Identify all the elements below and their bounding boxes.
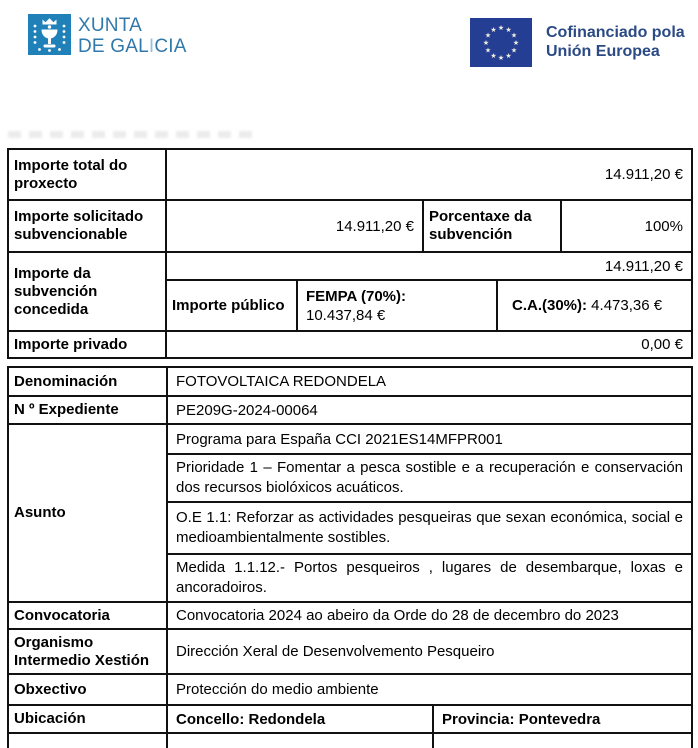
svg-text:★: ★ — [510, 46, 518, 55]
amounts-table — [7, 148, 693, 359]
eu-text-line1: Cofinanciado pola — [546, 24, 685, 41]
importe-solicitado-label: Importe solicitado subvencionable — [8, 200, 166, 252]
cutoff-cell — [8, 733, 167, 748]
xunta-de-galicia-logo — [28, 14, 187, 57]
table-row — [8, 705, 692, 733]
table-row — [8, 149, 692, 200]
table-row — [8, 200, 692, 252]
svg-text:★: ★ — [482, 39, 490, 47]
xunta-logo-line1: XUNTA — [78, 15, 142, 36]
convocatoria-value: Convocatoria 2024 ao abeiro da Orde do 28 de decembro do 2023 — [167, 602, 692, 629]
cutoff-cell — [167, 733, 433, 748]
table-row — [8, 252, 692, 280]
importe-publico-label: Importe público — [166, 280, 297, 331]
table-row — [8, 396, 692, 424]
table-row — [8, 674, 692, 705]
xunta-crest-icon — [28, 14, 71, 55]
ca-value: 4.473,36 € — [587, 297, 663, 314]
svg-text:★: ★ — [510, 31, 518, 40]
svg-text:★: ★ — [484, 46, 492, 55]
obxectivo-label: Obxectivo — [8, 674, 167, 705]
organismo-label: Organismo Intermedio Xestión — [8, 629, 167, 674]
table-row-cutoff — [8, 733, 692, 748]
svg-text:★: ★ — [505, 52, 512, 60]
porcentaxe-value: 100% — [561, 200, 692, 252]
obxectivo-value: Protección do medio ambiente — [167, 674, 692, 705]
importe-privado-value: 0,00 € — [166, 331, 692, 358]
importe-concedida-value: 14.911,20 € — [166, 252, 692, 280]
eu-cofinancing-logo — [470, 18, 685, 67]
expediente-value: PE209G-2024-00064 — [167, 396, 692, 424]
importe-total-label: Importe total do proxecto — [8, 149, 166, 200]
table-row — [8, 602, 692, 629]
fempa-cell — [297, 280, 497, 331]
fempa-label: FEMPA (70%): — [306, 287, 407, 305]
organismo-value: Dirección Xeral de Desenvolvemento Pesqueiro — [167, 629, 692, 674]
svg-text:★: ★ — [484, 31, 492, 40]
cutoff-cell — [433, 733, 692, 748]
eu-cofinancing-text — [546, 18, 685, 61]
asunto-medida: Medida 1.1.12.- Portos pesqueiros , lugares de desembarque, loxas e ancoradoiros. — [167, 554, 692, 602]
asunto-programa: Programa para España CCI 2021ES14MFPR001 — [167, 424, 692, 454]
ubicacion-concello: Concello: Redondela — [167, 705, 433, 733]
ca-label: C.A.(30%): — [512, 297, 588, 314]
project-details-table — [7, 366, 693, 748]
fempa-value: 10.437,84 € — [306, 306, 386, 324]
importe-concedida-label: Importe da subvención concedida — [8, 252, 166, 331]
importe-total-value: 14.911,20 € — [166, 149, 692, 200]
convocatoria-label: Convocatoria — [8, 602, 167, 629]
asunto-prioridade: Prioridade 1 – Fomentar a pesca sostible e a recuperación e conservación dos recursos biolóxicos acuáticos. — [167, 454, 692, 502]
svg-text:★: ★ — [490, 52, 497, 60]
svg-text:★: ★ — [490, 26, 497, 34]
table-row — [8, 367, 692, 396]
denominacion-label: Denominación — [8, 367, 167, 396]
eu-flag-icon — [470, 18, 532, 67]
asunto-obxectivo-especifico: O.E 1.1: Reforzar as actividades pesqueiras que sexan económica, social e medioambientalmente sostibles. — [167, 502, 692, 554]
svg-text:★: ★ — [497, 54, 505, 62]
xunta-logo-text — [78, 14, 187, 57]
ca-cell — [497, 280, 692, 331]
ubicacion-provincia: Provincia: Pontevedra — [433, 705, 692, 733]
importe-privado-label: Importe privado — [8, 331, 166, 358]
importe-solicitado-value: 14.911,20 € — [166, 200, 423, 252]
table-row — [8, 424, 692, 454]
table-row — [8, 331, 692, 358]
denominacion-value: FOTOVOLTAICA REDONDELA — [167, 367, 692, 396]
table-row — [8, 629, 692, 674]
scan-artifact — [8, 131, 256, 138]
asunto-label: Asunto — [8, 424, 167, 602]
svg-text:★: ★ — [505, 26, 512, 34]
porcentaxe-label: Porcentaxe da subvención — [423, 200, 561, 252]
ubicacion-label: Ubicación — [8, 705, 167, 733]
xunta-logo-line2: DE GALICIA — [78, 36, 187, 57]
svg-text:★: ★ — [512, 39, 520, 47]
expediente-label: N º Expediente — [8, 396, 167, 424]
eu-text-line2: Unión Europea — [546, 43, 660, 60]
svg-text:★: ★ — [497, 24, 505, 32]
